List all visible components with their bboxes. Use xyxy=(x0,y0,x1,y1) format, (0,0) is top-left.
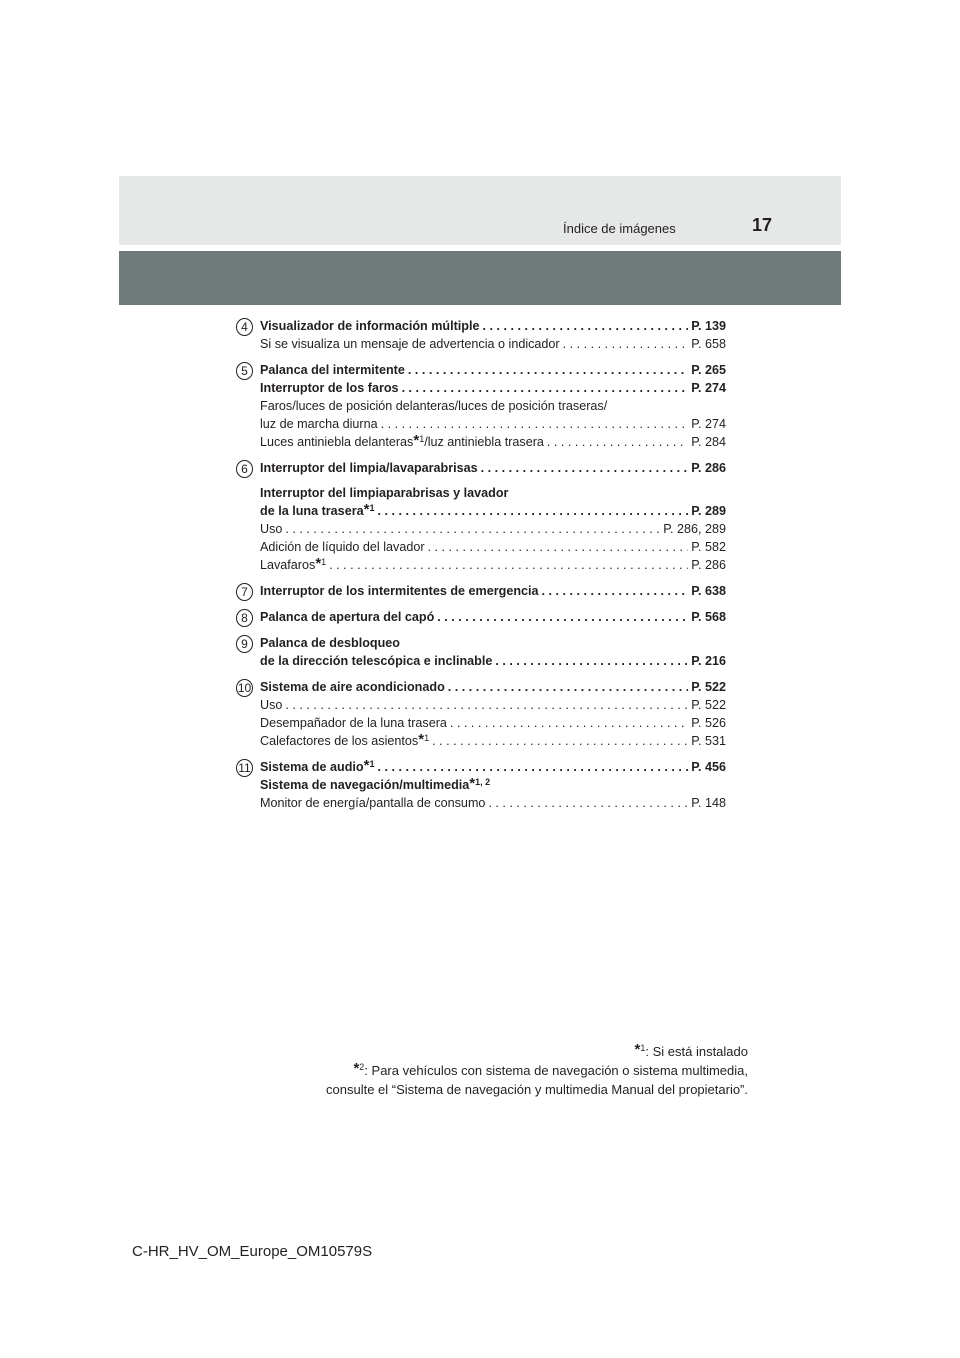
title-bar xyxy=(119,251,841,305)
index-heading xyxy=(236,485,726,502)
index-heading[interactable] xyxy=(236,362,726,379)
item-label: Si se visualiza un mensaje de advertencia o indicador xyxy=(260,337,560,351)
callout-number: 4 xyxy=(236,318,253,336)
page-reference[interactable]: P. 638 xyxy=(691,584,726,598)
dot-leader xyxy=(437,609,688,626)
index-heading[interactable] xyxy=(236,583,726,600)
dot-leader xyxy=(408,362,688,379)
page-reference[interactable]: P. 286 xyxy=(691,558,726,572)
footnote-1: *$^1$: Si está instalado xyxy=(634,1041,748,1059)
dot-leader xyxy=(450,715,688,732)
asterisk-mark: * xyxy=(363,501,370,518)
index-entry xyxy=(236,362,726,451)
footnote-2: *$^2$: Para vehículos con sistema de navegación o sistema multimedia, xyxy=(353,1060,748,1078)
index-heading[interactable] xyxy=(236,653,726,670)
index-entry xyxy=(236,759,726,812)
asterisk-mark: * xyxy=(413,432,420,449)
dot-leader xyxy=(495,653,688,670)
asterisk-mark: * xyxy=(315,555,322,572)
dot-leader xyxy=(377,503,688,520)
callout-number: 7 xyxy=(236,583,253,601)
footnote-ref: 1 xyxy=(369,503,375,513)
dot-leader xyxy=(285,697,688,714)
page-reference[interactable]: P. 274 xyxy=(691,417,726,431)
asterisk-mark: * xyxy=(469,775,476,792)
asterisk-mark: * xyxy=(418,731,425,748)
index-entry xyxy=(236,679,726,750)
page-reference[interactable]: P. 531 xyxy=(691,734,726,748)
callout-number: 8 xyxy=(236,609,253,627)
index-subitem[interactable] xyxy=(236,434,726,451)
index-entry xyxy=(236,318,726,353)
dot-leader xyxy=(377,759,688,776)
callout-number: 6 xyxy=(236,460,253,478)
item-label: Interruptor de los faros xyxy=(260,381,399,395)
item-label: Uso xyxy=(260,522,283,536)
item-label: Desempañador de la luna trasera xyxy=(260,716,447,730)
index-subitem[interactable] xyxy=(236,521,726,538)
index-entry xyxy=(236,635,726,670)
index-entry xyxy=(236,460,726,574)
footnote-ref: 1 xyxy=(424,733,430,743)
header-band xyxy=(119,176,841,245)
item-label: Sistema de audio*$^1$ xyxy=(260,757,375,774)
index-subitem[interactable] xyxy=(236,557,726,574)
dot-leader xyxy=(483,318,689,335)
item-label: Lavafaros*$^1$ xyxy=(260,555,327,572)
item-label: Palanca del intermitente xyxy=(260,363,405,377)
item-label: Sistema de navegación/multimedia*$^{1, 2}$ xyxy=(260,775,491,792)
callout-number: 5 xyxy=(236,362,253,380)
item-label: Visualizador de información múltiple xyxy=(260,319,480,333)
index-heading xyxy=(236,777,726,794)
footnote-ref: 1 xyxy=(369,759,375,769)
item-label: luz de marcha diurna xyxy=(260,417,378,431)
item-label: Monitor de energía/pantalla de consumo xyxy=(260,796,486,810)
index-subitem[interactable] xyxy=(236,795,726,812)
dot-leader xyxy=(547,434,688,451)
item-label: Interruptor del limpiaparabrisas y lavador xyxy=(260,486,509,500)
dot-leader xyxy=(285,521,660,538)
page-reference[interactable]: P. 522 xyxy=(691,680,726,694)
footnote-ref: 1 xyxy=(321,557,327,567)
page-reference[interactable]: P. 456 xyxy=(691,760,726,774)
page-reference[interactable]: P. 526 xyxy=(691,716,726,730)
image-index-list xyxy=(236,318,726,812)
dot-leader xyxy=(481,460,689,477)
dot-leader xyxy=(563,336,689,353)
page-reference[interactable]: P. 582 xyxy=(691,540,726,554)
dot-leader xyxy=(542,583,689,600)
index-heading[interactable] xyxy=(236,318,726,335)
document-code: C-HR_HV_OM_Europe_OM10579S xyxy=(132,1243,373,1260)
index-heading[interactable] xyxy=(236,503,726,520)
index-entry xyxy=(236,609,726,626)
index-heading xyxy=(236,635,726,652)
dot-leader xyxy=(448,679,688,696)
footnotes xyxy=(188,1042,748,1099)
page-reference[interactable]: P. 284 xyxy=(691,435,726,449)
callout-number: 11 xyxy=(236,759,253,777)
item-label: Adición de líquido del lavador xyxy=(260,540,425,554)
item-label: Interruptor de los intermitentes de emergencia xyxy=(260,584,539,598)
page-reference[interactable]: P. 274 xyxy=(691,381,726,395)
page-reference[interactable]: P. 148 xyxy=(691,796,726,810)
callout-number: 9 xyxy=(236,635,253,653)
item-label: Faros/luces de posición delanteras/luces de posición traseras/ xyxy=(260,399,608,413)
index-entry xyxy=(236,583,726,600)
dot-leader xyxy=(432,733,688,750)
page-reference[interactable]: P. 139 xyxy=(691,319,726,333)
page-reference[interactable]: P. 522 xyxy=(691,698,726,712)
callout-number: 10 xyxy=(237,681,252,695)
page-reference[interactable]: P. 265 xyxy=(691,363,726,377)
item-label: Calefactores de los asientos*$^1$ xyxy=(260,731,430,748)
index-subitem[interactable] xyxy=(236,733,726,750)
item-label: Interruptor del limpia/lavaparabrisas xyxy=(260,461,478,475)
dot-leader xyxy=(488,795,688,812)
index-subitem[interactable] xyxy=(236,336,726,353)
index-heading[interactable] xyxy=(236,679,726,696)
page-number: 17 xyxy=(752,215,773,235)
page-reference[interactable]: P. 658 xyxy=(691,337,726,351)
item-label: Uso xyxy=(260,698,283,712)
index-subitem[interactable] xyxy=(236,416,726,433)
item-label: de la luna trasera*$^1$ xyxy=(260,501,375,518)
index-heading[interactable] xyxy=(236,759,726,776)
item-label: Luces antiniebla delanteras*$^1$/luz antiniebla trasera xyxy=(260,432,544,449)
dot-leader xyxy=(381,416,689,433)
dot-leader xyxy=(402,380,689,397)
footnote-ref: 1, 2 xyxy=(475,777,491,787)
index-heading[interactable] xyxy=(236,609,726,626)
item-label: de la dirección telescópica e inclinable xyxy=(260,654,493,668)
page-reference[interactable]: P. 568 xyxy=(691,610,726,624)
index-subitem[interactable] xyxy=(236,697,726,714)
dot-leader xyxy=(428,539,689,556)
footnote-ref: 1 xyxy=(419,434,425,444)
dot-leader xyxy=(329,557,688,574)
index-subitem[interactable] xyxy=(236,715,726,732)
page-reference[interactable]: P. 289 xyxy=(691,504,726,518)
page-reference[interactable]: P. 286 xyxy=(691,461,726,475)
item-label: Palanca de desbloqueo xyxy=(260,636,400,650)
asterisk-mark: * xyxy=(363,757,370,774)
item-label: Palanca de apertura del capó xyxy=(260,610,435,624)
page-reference[interactable]: P. 216 xyxy=(691,654,726,668)
page-reference[interactable]: P. 286, 289 xyxy=(663,522,726,536)
index-heading[interactable] xyxy=(236,380,726,397)
section-title: Índice de imágenes xyxy=(563,221,676,236)
footnote-2-continuation: consulte el “Sistema de navegación y multimedia Manual del propietario”. xyxy=(326,1082,748,1097)
index-subitem xyxy=(236,398,726,415)
index-heading[interactable] xyxy=(236,460,726,477)
item-label: Sistema de aire acondicionado xyxy=(260,680,445,694)
index-subitem[interactable] xyxy=(236,539,726,556)
